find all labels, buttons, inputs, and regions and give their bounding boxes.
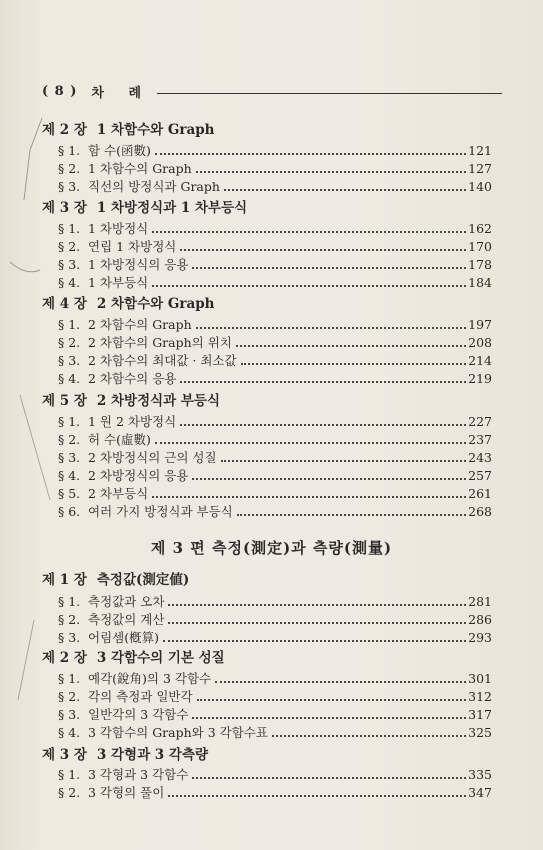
section-page-number: 293 [468,630,492,645]
chapter-title: 1 차방정식과 1 차부등식 [96,200,248,216]
section-title: 1 차부등식 [88,275,149,290]
pencil-margin-marks [0,0,70,850]
chapter-number: 제 2 장 [42,650,87,666]
section-page-number: 227 [468,414,492,429]
chapter-number: 제 4 장 [42,296,87,312]
toc-entry [58,705,492,723]
dot-leader [180,249,466,251]
section-page-number: 162 [468,221,492,236]
section-number: § 2. [58,239,81,254]
section-title: 2 차함수의 최대값 · 최소값 [88,353,237,368]
section-page-number: 140 [468,179,492,194]
dot-leader [155,442,466,444]
dot-leader [152,285,466,287]
chapter-title: 측정값(測定値) [96,572,190,588]
toc-entry [58,177,492,195]
toc-entry [58,592,492,610]
section-page-number: 208 [468,335,492,350]
section-title: 2 차방정식의 근의 성질 [88,450,217,465]
chapter-heading [42,196,247,216]
section-number: § 6. [58,504,81,519]
section-page-number: 281 [468,594,492,609]
dot-leader [196,327,466,329]
toc-entry [58,687,492,705]
section-number: § 3. [58,353,81,368]
section-page-number: 257 [468,468,492,483]
toc-entry [58,484,492,502]
toc-entry [58,502,492,520]
dot-leader [168,622,466,624]
dot-leader [196,171,466,173]
section-number: § 5. [58,486,81,501]
section-number: § 2. [58,785,81,800]
toc-entry [58,273,492,291]
section-page-number: 347 [468,785,492,800]
section-number: § 3. [58,179,81,194]
section-title: 직선의 방정식과 Graph [88,179,220,194]
dot-leader [180,424,466,426]
section-number: § 4. [58,725,81,740]
section-title: 2 차함수의 Graph의 위치 [88,335,232,350]
section-title: 1 원 2 차방정식 [88,414,177,429]
chapter-number: 제 2 장 [42,122,87,138]
toc-entry [58,219,492,237]
section-number: § 4. [58,371,81,386]
section-title: 2 차부등식 [88,486,149,501]
section-title: 1 차함수의 Graph [88,161,192,176]
header-rule [157,93,502,94]
chapter-title: 3 각형과 3 각측량 [96,747,209,763]
section-page-number: 178 [468,257,492,272]
chapter-title: 2 차함수와 Graph [96,296,215,312]
header-title: 차 례 [91,85,152,101]
toc-entry [58,723,492,741]
dot-leader [168,795,466,797]
dot-leader [241,363,467,365]
section-page-number: 325 [468,725,492,740]
dot-leader [152,231,466,233]
toc-entry [58,315,492,333]
section-number: § 4. [58,275,81,290]
section-title: 측정값과 오차 [88,594,165,609]
section-number: § 3. [58,630,81,645]
section-page-number: 121 [468,143,492,158]
chapter-title: 1 차함수와 Graph [96,122,215,138]
section-number: § 3. [58,257,81,272]
toc-entry [58,141,492,159]
section-title: 여러 가지 방정식과 부등식 [88,504,233,519]
section-number: § 4. [58,468,81,483]
section-page-number: 197 [468,317,492,332]
toc-entry [58,159,492,177]
section-page-number: 301 [468,671,492,686]
section-title: 3 각함수의 Graph와 3 각함수표 [88,725,268,740]
section-number: § 1. [58,414,81,429]
section-title: 허 수(虛數) [88,432,151,447]
section-title: 예각(銳角)의 3 각함수 [88,671,212,686]
chapter-number: 제 1 장 [42,572,87,588]
section-number: § 2. [58,689,81,704]
section-page-number: 335 [468,767,492,782]
section-title: 각의 측정과 일반각 [88,689,193,704]
toc-entry [58,369,492,387]
dot-leader [215,681,466,683]
chapter-number: 제 5 장 [42,393,87,409]
section-page-number: 219 [468,371,492,386]
section-title: 일반각의 3 각함수 [88,707,189,722]
section-title: 연립 1 차방정식 [88,239,177,254]
section-page-number: 312 [468,689,492,704]
dot-leader [237,514,466,516]
section-number: § 2. [58,335,81,350]
toc-entry [58,765,492,783]
dot-leader [236,345,466,347]
section-number: § 2. [58,432,81,447]
dot-leader [197,699,467,701]
toc-entry [58,333,492,351]
toc-entry [58,628,492,646]
section-title: 함 수(函數) [88,143,151,158]
section-number: § 1. [58,221,81,236]
section-number: § 1. [58,594,81,609]
toc-entry [58,412,492,430]
section-title: 3 각형의 풀이 [88,785,165,800]
section-page-number: 237 [468,432,492,447]
dot-leader [272,735,466,737]
section-number: § 2. [58,161,81,176]
toc-entry [58,237,492,255]
dot-leader [152,496,466,498]
section-page-number: 184 [468,275,492,290]
section-title: 3 각형과 3 각함수 [88,767,189,782]
dot-leader [192,777,466,779]
dot-leader [155,153,466,155]
section-page-number: 127 [468,161,492,176]
chapter-title: 3 각함수의 기본 성질 [96,650,225,666]
chapter-title: 2 차방정식과 부등식 [96,393,221,409]
section-title: 1 차방정식의 응용 [88,257,189,272]
section-title: 2 차함수의 Graph [88,317,192,332]
section-title: 측정값의 계산 [88,612,165,627]
section-number: § 3. [58,707,81,722]
dot-leader [224,189,466,191]
dot-leader [163,640,466,642]
part-heading: 제 3 편 측정(測定)과 측량(測量) [150,539,393,557]
section-page-number: 261 [468,486,492,501]
dot-leader [192,717,466,719]
section-title: 2 차방정식의 응용 [88,468,189,483]
toc-entry [58,466,492,484]
section-title: 어림셈(槪算) [88,630,159,645]
toc-entry [58,610,492,628]
section-title: 1 차방정식 [88,221,149,236]
page-number: ( 8 ) [42,83,78,99]
toc-entry [58,783,492,801]
dot-leader [192,478,466,480]
section-number: § 1. [58,143,81,158]
section-number: § 3. [58,450,81,465]
dot-leader [180,381,466,383]
toc-entry [58,255,492,273]
toc-entry [58,448,492,466]
toc-entry [58,669,492,687]
page-header [42,80,502,102]
section-title: 2 차함수의 응용 [88,371,177,386]
section-number: § 1. [58,767,81,782]
section-page-number: 268 [468,504,492,519]
dot-leader [221,460,467,462]
dot-leader [192,267,466,269]
section-page-number: 317 [468,707,492,722]
section-page-number: 243 [468,450,492,465]
section-number: § 2. [58,612,81,627]
toc-entry [58,351,492,369]
chapter-number: 제 3 장 [42,200,87,216]
section-page-number: 286 [468,612,492,627]
section-page-number: 170 [468,239,492,254]
dot-leader [168,604,466,606]
toc-entry [58,430,492,448]
section-page-number: 214 [468,353,492,368]
chapter-number: 제 3 장 [42,747,87,763]
section-number: § 1. [58,671,81,686]
section-number: § 1. [58,317,81,332]
